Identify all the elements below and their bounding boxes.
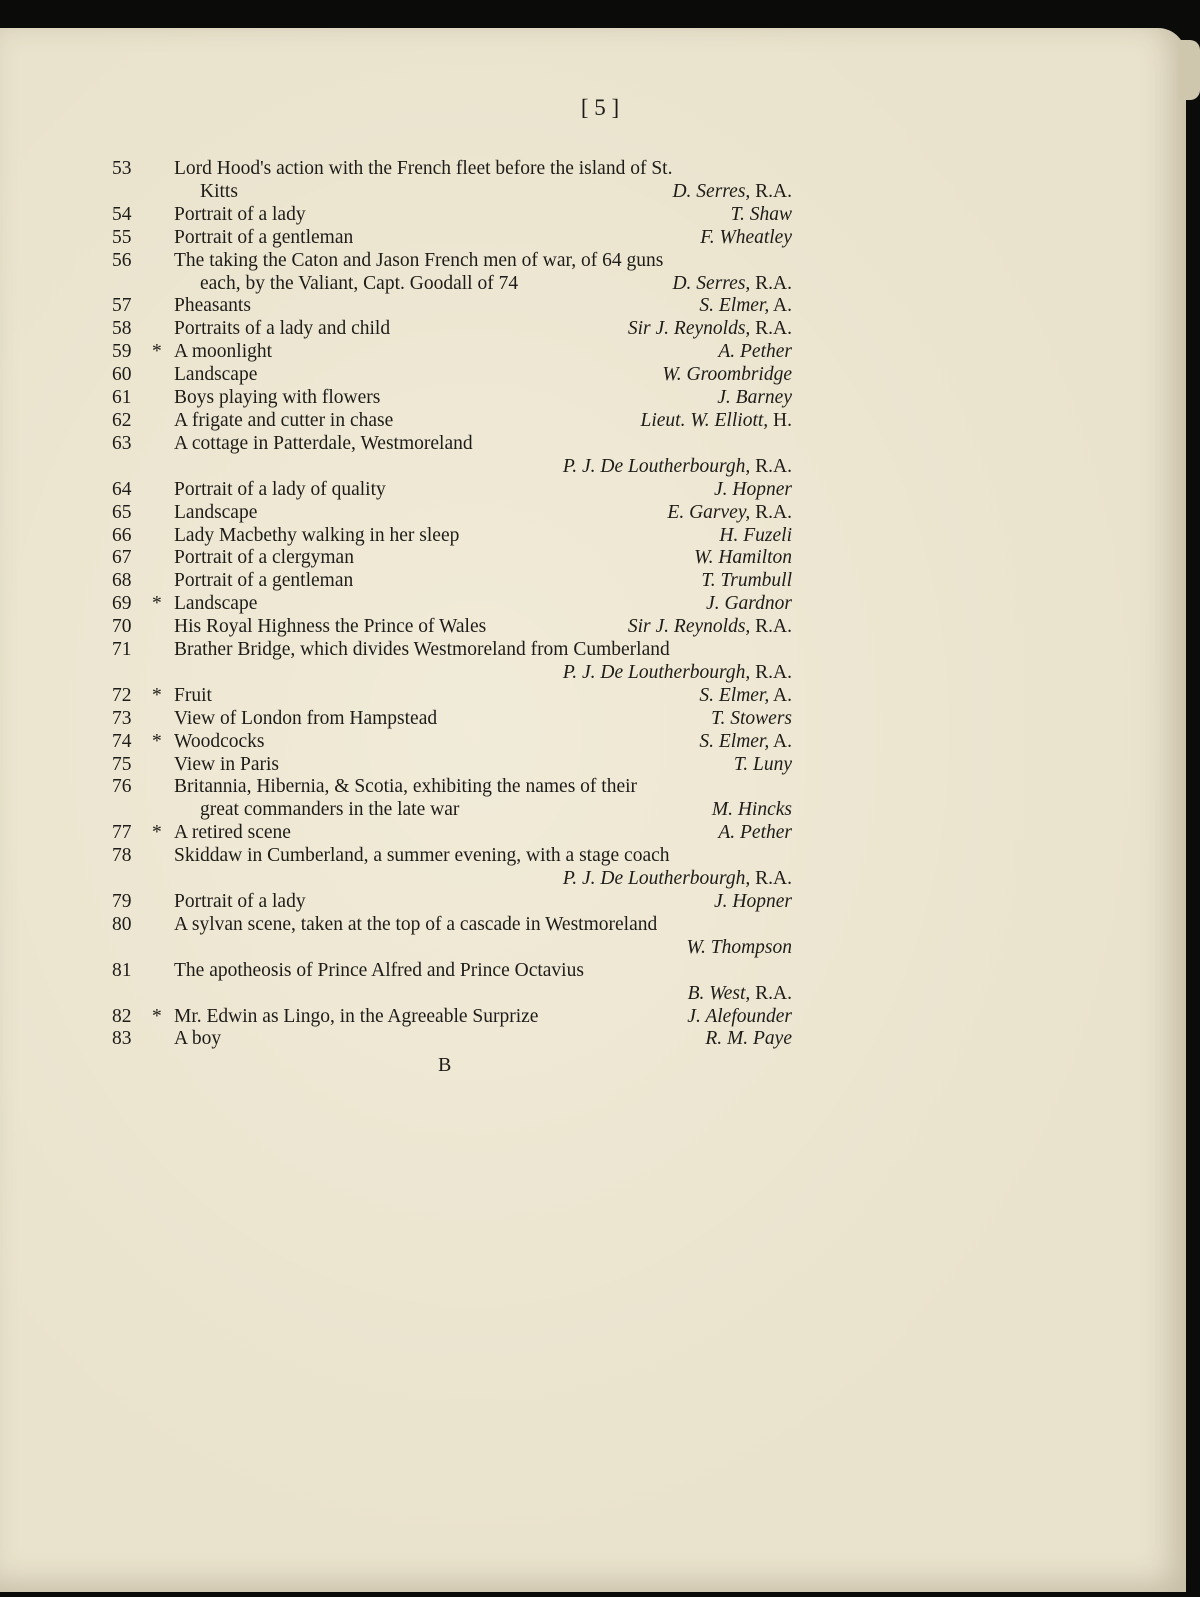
entry-number: 62 <box>112 409 132 431</box>
entry-artist <box>701 570 792 593</box>
entry-title: Portrait of a gentleman <box>174 570 354 592</box>
catalogue-entry <box>112 754 792 777</box>
catalogue-entry <box>112 250 792 296</box>
artist-name: A. Pether <box>718 822 792 844</box>
entry-artist <box>662 364 792 387</box>
entry-artist <box>688 983 792 1006</box>
entry-line <box>174 456 792 479</box>
catalogue-entry <box>112 593 792 616</box>
artist-name: S. Elmer, <box>699 684 770 706</box>
artist-name: T. Shaw <box>730 203 792 225</box>
catalogue-entry <box>112 204 792 227</box>
new-exhibitor-asterisk <box>152 776 174 822</box>
new-exhibitor-asterisk <box>152 433 174 479</box>
entry-title: Lord Hood's action with the French fleet before the island of St. <box>174 158 673 179</box>
catalogue-list <box>112 158 792 1051</box>
artist-name: P. J. De Loutherbourgh, <box>562 868 751 890</box>
entry-line <box>174 983 792 1006</box>
artist-name: D. Serres, <box>672 272 751 294</box>
new-exhibitor-asterisk <box>152 158 174 204</box>
entry-number: 67 <box>112 547 132 569</box>
catalogue-entry <box>112 295 792 318</box>
entry-line <box>174 158 792 181</box>
entry-line <box>174 364 792 387</box>
signature-mark: B <box>438 1054 452 1076</box>
entry-title: Mr. Edwin as Lingo, in the Agreeable Surprize <box>174 1005 539 1027</box>
entry-artist <box>640 410 792 433</box>
artist-name: J. Hopner <box>714 891 792 912</box>
entry-title: A moonlight <box>174 341 273 363</box>
catalogue-entry <box>112 341 792 364</box>
new-exhibitor-asterisk: * <box>152 341 162 363</box>
entry-line <box>174 754 792 777</box>
entry-title: Kitts <box>200 180 238 202</box>
artist-name: B. West, <box>687 982 751 1004</box>
entry-line <box>174 593 792 616</box>
entry-artist <box>628 318 792 341</box>
entry-artist <box>700 227 792 250</box>
entry-title: Fruit <box>174 684 212 706</box>
entry-line <box>174 502 792 525</box>
page-edge <box>1178 40 1200 100</box>
entry-artist <box>672 181 792 204</box>
catalogue-entry <box>112 547 792 570</box>
entry-title: Portrait of a gentleman <box>174 226 354 248</box>
academy-rank: R.A. <box>750 318 792 340</box>
entry-title: Portraits of a lady and child <box>174 318 391 340</box>
artist-name: J. Alefounder <box>687 1005 792 1027</box>
entry-title: His Royal Highness the Prince of Wales <box>174 616 487 638</box>
catalogue-entry <box>112 731 792 754</box>
catalogue-entry <box>112 1006 792 1029</box>
catalogue-entry <box>112 433 792 479</box>
entry-number: 75 <box>112 753 132 775</box>
entry-title: Portrait of a lady of quality <box>174 478 386 500</box>
artist-name: A. Pether <box>718 341 792 363</box>
entry-artist <box>563 662 792 685</box>
academy-rank: A. <box>769 684 792 706</box>
entry-number: 81 <box>112 959 132 981</box>
catalogue-entry <box>112 891 792 914</box>
entry-number: 71 <box>112 639 132 661</box>
new-exhibitor-asterisk: * <box>152 730 162 752</box>
entry-line <box>174 204 792 227</box>
entry-artist <box>711 708 792 731</box>
artist-name: T. Stowers <box>711 707 792 729</box>
entry-artist <box>714 479 792 502</box>
entry-artist <box>672 273 792 296</box>
entry-artist <box>687 1006 792 1029</box>
entry-number: 66 <box>112 524 132 546</box>
entry-title: Britannia, Hibernia, & Scotia, exhibiting the names of their <box>174 776 638 798</box>
academy-rank: R.A. <box>750 455 792 477</box>
academy-rank: R.A. <box>750 272 792 294</box>
new-exhibitor-asterisk <box>152 364 174 387</box>
entry-number: 61 <box>112 387 132 409</box>
catalogue-entry <box>112 410 792 433</box>
entry-line <box>174 616 792 639</box>
new-exhibitor-asterisk: * <box>152 1005 162 1027</box>
entry-title: A boy <box>174 1028 222 1050</box>
entry-title: Brather Bridge, which divides Westmoreland from Cumberland <box>174 639 670 661</box>
catalogue-entry <box>112 479 792 502</box>
academy-rank: R.A. <box>750 180 792 202</box>
artist-name: F. Wheatley <box>700 226 792 248</box>
entry-number: 83 <box>112 1028 132 1050</box>
academy-rank: A. <box>769 730 792 752</box>
page-number: [ 5 ] <box>580 95 620 120</box>
artist-name: S. Elmer, <box>699 730 770 752</box>
entry-title: Skiddaw in Cumberland, a summer evening, with a stage coach <box>174 845 670 867</box>
entry-title: View in Paris <box>174 753 279 775</box>
entry-title: Woodcocks <box>174 730 265 752</box>
artist-name: W. Hamilton <box>694 547 792 569</box>
entry-title: A frigate and cutter in chase <box>174 409 394 431</box>
catalogue-entry <box>112 502 792 525</box>
new-exhibitor-asterisk <box>152 502 174 525</box>
catalogue-entry <box>112 227 792 250</box>
entry-artist <box>719 525 792 548</box>
artist-name: R. M. Paye <box>705 1028 792 1050</box>
catalogue-entry <box>112 776 792 822</box>
entry-number: 60 <box>112 364 132 386</box>
entry-number: 63 <box>112 432 132 454</box>
catalogue-entry <box>112 1028 792 1051</box>
academy-rank: R.A. <box>750 501 792 523</box>
artist-name: S. Elmer, <box>699 295 770 317</box>
new-exhibitor-asterisk: * <box>152 593 162 615</box>
academy-rank: R.A. <box>750 616 792 638</box>
entry-title: Portrait of a clergyman <box>174 547 354 569</box>
entry-line <box>174 250 792 273</box>
artist-name: D. Serres, <box>672 180 751 202</box>
entry-number: 53 <box>112 158 132 179</box>
artist-name: Sir J. Reynolds, <box>627 616 751 638</box>
new-exhibitor-asterisk: * <box>152 684 162 706</box>
artist-name: J. Barney <box>717 387 792 409</box>
entry-title: Portrait of a lady <box>174 203 306 225</box>
entry-title: Landscape <box>174 364 258 386</box>
entry-line <box>174 1028 792 1051</box>
new-exhibitor-asterisk <box>152 616 174 639</box>
new-exhibitor-asterisk <box>152 227 174 250</box>
catalogue-entry <box>112 570 792 593</box>
new-exhibitor-asterisk <box>152 525 174 548</box>
catalogue-entry <box>112 960 792 1006</box>
entry-number: 59 <box>112 341 132 363</box>
entry-number: 79 <box>112 891 132 912</box>
artist-name: M. Hincks <box>711 799 792 821</box>
entry-artist <box>705 1028 792 1051</box>
entry-artist <box>718 822 792 845</box>
entry-title: Portrait of a lady <box>174 891 306 912</box>
entry-line <box>174 731 792 754</box>
entry-line <box>174 410 792 433</box>
entry-number: 54 <box>112 203 132 225</box>
entry-line <box>174 433 792 456</box>
artist-name: Sir J. Reynolds, <box>627 318 751 340</box>
entry-title: A sylvan scene, taken at the top of a cascade in Westmoreland <box>174 913 658 935</box>
entry-artist <box>563 456 792 479</box>
entry-title: each, by the Valiant, Capt. Goodall of 74 <box>200 272 519 294</box>
artist-name: P. J. De Loutherbourgh, <box>562 661 751 683</box>
new-exhibitor-asterisk <box>152 547 174 570</box>
entry-number: 64 <box>112 478 132 500</box>
entry-line <box>174 341 792 364</box>
catalogue-entry <box>112 318 792 341</box>
artist-name: Lieut. W. Elliott, <box>640 409 769 431</box>
entry-number: 72 <box>112 684 132 706</box>
entry-line <box>174 845 792 868</box>
entry-number: 73 <box>112 707 132 729</box>
entry-title: Landscape <box>174 501 258 523</box>
entry-line <box>174 639 792 662</box>
entry-number: 70 <box>112 616 132 638</box>
academy-rank: A. <box>769 295 792 317</box>
new-exhibitor-asterisk <box>152 318 174 341</box>
entry-line <box>174 662 792 685</box>
entry-artist <box>706 593 792 616</box>
academy-rank: R.A. <box>750 661 792 683</box>
entry-number: 69 <box>112 593 132 615</box>
entry-artist <box>687 937 792 960</box>
academy-rank: R.A. <box>750 982 792 1004</box>
catalogue-entry <box>112 525 792 548</box>
entry-number: 77 <box>112 822 132 844</box>
entry-number: 65 <box>112 501 132 523</box>
new-exhibitor-asterisk <box>152 960 174 1006</box>
entry-artist <box>731 204 792 227</box>
catalogue-entry <box>112 158 792 204</box>
entry-title: Boys playing with flowers <box>174 387 381 409</box>
catalogue-entry <box>112 616 792 639</box>
entry-title: Pheasants <box>174 295 251 317</box>
artist-name: H. Fuzeli <box>719 524 792 546</box>
new-exhibitor-asterisk <box>152 250 174 296</box>
entry-artist <box>699 295 792 318</box>
new-exhibitor-asterisk <box>152 708 174 731</box>
entry-artist <box>628 616 792 639</box>
entry-line <box>174 914 792 937</box>
entry-title: View of London from Hampstead <box>174 707 438 729</box>
catalogue-entry <box>112 685 792 708</box>
entry-line <box>174 387 792 410</box>
artist-name: T. Luny <box>733 753 792 775</box>
new-exhibitor-asterisk <box>152 570 174 593</box>
entry-artist <box>694 547 792 570</box>
entry-number: 58 <box>112 318 132 340</box>
entry-line <box>174 708 792 731</box>
catalogue-entry <box>112 845 792 891</box>
catalogue-entry <box>112 364 792 387</box>
academy-rank: H. <box>768 409 792 431</box>
new-exhibitor-asterisk <box>152 914 174 960</box>
new-exhibitor-asterisk <box>152 845 174 891</box>
entry-title: A retired scene <box>174 822 291 844</box>
entry-number: 57 <box>112 295 132 317</box>
entry-number: 68 <box>112 570 132 592</box>
entry-artist <box>717 387 792 410</box>
new-exhibitor-asterisk <box>152 754 174 777</box>
entry-line <box>174 295 792 318</box>
entry-title: Landscape <box>174 593 258 615</box>
entry-line <box>174 1006 792 1029</box>
entry-artist <box>667 502 792 525</box>
entry-line <box>174 547 792 570</box>
catalogue-entry <box>112 914 792 960</box>
entry-line <box>174 273 792 296</box>
entry-number: 74 <box>112 730 132 752</box>
entry-line <box>174 227 792 250</box>
entry-number: 76 <box>112 776 132 798</box>
entry-line <box>174 318 792 341</box>
artist-name: E. Garvey, <box>667 501 751 523</box>
artist-name: W. Thompson <box>686 936 792 958</box>
entry-title: The apotheosis of Prince Alfred and Prince Octavius <box>174 959 584 981</box>
entry-line <box>174 685 792 708</box>
entry-title: great commanders in the late war <box>200 799 460 821</box>
entry-artist <box>712 799 792 822</box>
new-exhibitor-asterisk <box>152 295 174 318</box>
entry-line <box>174 799 792 822</box>
catalogue-entry <box>112 387 792 410</box>
new-exhibitor-asterisk <box>152 204 174 227</box>
academy-rank: R.A. <box>750 868 792 890</box>
new-exhibitor-asterisk <box>152 410 174 433</box>
new-exhibitor-asterisk <box>152 891 174 914</box>
entry-line <box>174 960 792 983</box>
entry-title: A cottage in Patterdale, Westmoreland <box>174 432 473 454</box>
entry-title: Lady Macbethy walking in her sleep <box>174 524 460 546</box>
entry-artist <box>563 868 792 891</box>
entry-artist <box>714 891 792 914</box>
entry-artist <box>718 341 792 364</box>
entry-artist <box>699 685 792 708</box>
artist-name: J. Gardnor <box>706 593 792 615</box>
new-exhibitor-asterisk <box>152 387 174 410</box>
entry-artist <box>734 754 792 777</box>
entry-number: 78 <box>112 845 132 867</box>
catalogue-entry <box>112 639 792 685</box>
artist-name: W. Groombridge <box>662 364 792 386</box>
catalogue-entry <box>112 708 792 731</box>
new-exhibitor-asterisk <box>152 479 174 502</box>
entry-artist <box>699 731 792 754</box>
entry-line <box>174 479 792 502</box>
catalogue-entry <box>112 822 792 845</box>
entry-number: 55 <box>112 226 132 248</box>
entry-line <box>174 525 792 548</box>
entry-number: 56 <box>112 249 132 271</box>
entry-title: The taking the Caton and Jason French men of war, of 64 guns <box>174 249 664 271</box>
entry-line <box>174 937 792 960</box>
artist-name: T. Trumbull <box>701 570 792 592</box>
entry-number: 82 <box>112 1005 132 1027</box>
entry-line <box>174 570 792 593</box>
new-exhibitor-asterisk <box>152 639 174 685</box>
entry-line <box>174 181 792 204</box>
entry-line <box>174 822 792 845</box>
entry-line <box>174 868 792 891</box>
entry-line <box>174 891 792 914</box>
entry-line <box>174 776 792 799</box>
artist-name: P. J. De Loutherbourgh, <box>562 455 751 477</box>
new-exhibitor-asterisk <box>152 1028 174 1051</box>
new-exhibitor-asterisk: * <box>152 822 162 844</box>
entry-number: 80 <box>112 913 132 935</box>
artist-name: J. Hopner <box>714 478 792 500</box>
